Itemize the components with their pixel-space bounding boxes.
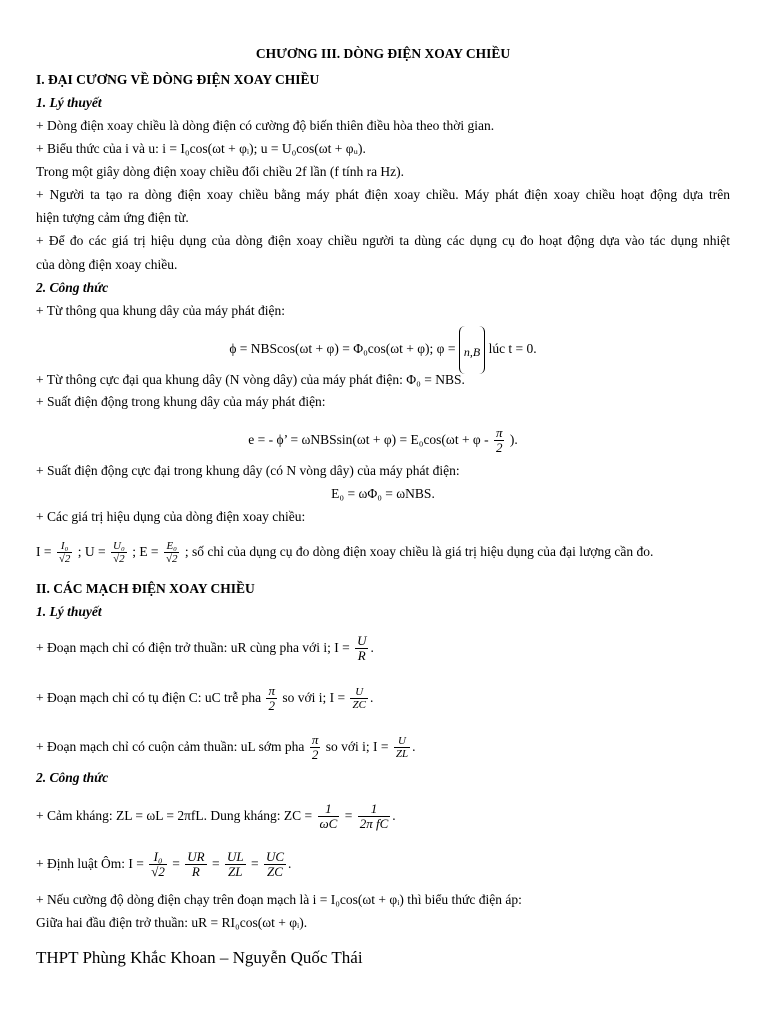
u-over-zc-fraction: $\frac{U}{ZC}$ — [352, 686, 366, 712]
u-over-r-fraction: $\frac{U}{R}$ — [357, 633, 367, 664]
paragraph-measurement-line1: + Để đo các giá trị hiệu dụng của dòng điện xoay chiều người ta dùng các dụng cụ đo hoạt động dựa vào tác dụng nhiệt — [36, 233, 730, 248]
rms-current-fraction: $\frac{\text{I₀}}{√2}$ — [58, 540, 71, 566]
paragraph-measurement-line2: của dòng điện xoay chiều. — [36, 257, 178, 272]
equals-sign: = — [172, 856, 180, 871]
resistor-circuit — [36, 628, 730, 668]
paragraph-expressions: + Biểu thức của i và u: i = I₀cos(ωt + φᵢ); u = U₀cos(ωt + φᵤ). — [36, 141, 366, 156]
reactance-text: + Cảm kháng: ZL = ωL = 2πfL. Dung kháng: ZC = — [36, 808, 313, 823]
max-emf-equation: E₀ = ωΦ₀ = ωNBS. — [331, 486, 435, 501]
inductor-text: + Đoạn mạch chỉ có cuộn cảm thuần: uL sớm pha — [36, 739, 305, 754]
emf-equation-text: e = - ϕ’ = ωNBSsin(ωt + φ) = E₀cos(ωt + φ - — [248, 432, 489, 447]
section-1-heading: I. ĐẠI CƯƠNG VỀ DÒNG ĐIỆN XOAY CHIỀU — [36, 72, 320, 87]
period: . — [369, 690, 374, 705]
footer-author: THPT Phùng Khắc Khoan – Nguyễn Quốc Thái — [36, 948, 363, 967]
capacitor-circuit — [36, 678, 730, 718]
emf-equation-tail: ). — [509, 432, 518, 447]
formula-heading-2: 2. Công thức — [36, 770, 109, 785]
period: . — [370, 640, 374, 655]
rms-voltage-fraction: $\frac{\text{U₀}}{√2}$ — [113, 540, 125, 566]
rms-emf-label: ; E = — [132, 544, 159, 559]
inductor-circuit — [36, 727, 730, 767]
emf-intro: + Suất điện động trong khung dây của máy phát điện: — [36, 394, 326, 409]
chapter-title: CHƯƠNG III. DÒNG ĐIỆN XOAY CHIỀU — [255, 46, 511, 61]
formula-heading-1: 2. Công thức — [36, 280, 109, 295]
flux-equation-text: ϕ = NBScos(ωt + φ) = Φ₀cos(ωt + φ); φ = — [229, 341, 456, 357]
flux-intro: + Từ thông qua khung dây của máy phát điện: — [36, 303, 286, 318]
rms-voltage-label: ; U = — [77, 544, 106, 559]
paragraph-direction-change: Trong một giây dòng điện xoay chiều đổi chiều 2f lần (f tính ra Hz). — [36, 164, 405, 179]
period: . — [392, 808, 396, 823]
voltage-expression-intro: + Nếu cường độ dòng điện chạy trên đoạn mạch là i = I₀cos(ωt + φᵢ) thì biểu thức điện áp: — [36, 892, 522, 907]
theory-heading-1: 1. Lý thuyết — [36, 95, 102, 110]
rms-values-note: ; số chỉ của dụng cụ đo dòng điện xoay chiều là giá trị hiệu dụng của đại lượng cần đo. — [184, 544, 654, 559]
ohm-law-text: + Định luật Ôm: I = — [36, 856, 144, 871]
paragraph-generator-line2: hiện tượng cảm ứng điện từ. — [36, 210, 189, 225]
ohm-fraction-4: $\frac{UC}{ZC}$ — [265, 849, 285, 880]
resistor-text: + Đoạn mạch chỉ có điện trở thuần: uR cùng pha với i; I = — [36, 640, 350, 655]
theory-heading-2: 1. Lý thuyết — [36, 604, 102, 619]
capacitor-text: + Đoạn mạch chỉ có tụ điện C: uC trễ pha — [36, 690, 262, 705]
equals-sign: = — [211, 856, 220, 871]
rms-values-line — [36, 532, 730, 572]
equals-sign: = — [250, 856, 259, 871]
rms-current-label: I = — [36, 544, 52, 559]
section-2-heading: II. CÁC MẠCH ĐIỆN XOAY CHIỀU — [36, 581, 255, 596]
period: . — [288, 856, 292, 871]
max-emf-intro: + Suất điện động cực đại trong khung dây (có N vòng dây) của máy phát điện: — [36, 463, 460, 478]
flux-equation — [36, 326, 730, 374]
flux-equation-tail: lúc t = 0. — [488, 341, 537, 357]
ohm-fraction-1: $\frac{\text{I₀}}{√2}$ — [151, 849, 165, 880]
resistor-voltage-expression: Giữa hai đầu điện trở thuần: uR = RI₀cos(ωt + φᵢ). — [36, 915, 308, 930]
one-over-2pi-fc-fraction: $\frac{1}{\text{2π fC}}$ — [359, 801, 389, 832]
emf-equation — [36, 420, 730, 460]
angle-vector-n-b: n,B — [459, 326, 485, 374]
reactance-line — [36, 794, 730, 838]
capacitor-text-mid: so với i; I = — [282, 690, 346, 705]
u-over-zl-fraction: $\frac{U}{ZL}$ — [395, 735, 409, 761]
pi-over-2-fraction: $\frac{\pi}{2}$ — [495, 425, 503, 456]
max-flux: + Từ thông cực đại qua khung dây (N vòng dây) của máy phát điện: Φ₀ = NBS. — [36, 372, 465, 387]
ohm-fraction-2: $\frac{UR}{R}$ — [187, 849, 205, 880]
ohm-law-line — [36, 844, 730, 884]
capacitor-phase-fraction: $\frac{\pi}{2}$ — [268, 683, 275, 714]
rms-emf-fraction: $\frac{\text{E₀}}{√2}$ — [165, 540, 178, 566]
inductor-phase-fraction: $\frac{\pi}{2}$ — [311, 732, 319, 763]
period: . — [412, 739, 416, 754]
one-over-omega-c-fraction: $\frac{1}{\omega C}$ — [319, 801, 338, 832]
paragraph-definition: + Dòng điện xoay chiều là dòng điện có cường độ biến thiên điều hòa theo thời gian. — [36, 118, 495, 133]
paragraph-generator-line1: + Người ta tạo ra dòng điện xoay chiều bằng máy phát điện xoay chiều. Máy phát điện xoay chiều hoạt động dựa trên — [36, 187, 730, 202]
ohm-fraction-3: $\frac{UL}{ZL}$ — [226, 849, 244, 880]
rms-intro: + Các giá trị hiệu dụng của dòng điện xoay chiều: — [36, 509, 306, 524]
inductor-text-mid: so với i; I = — [325, 739, 389, 754]
equals-sign: = — [344, 808, 353, 823]
